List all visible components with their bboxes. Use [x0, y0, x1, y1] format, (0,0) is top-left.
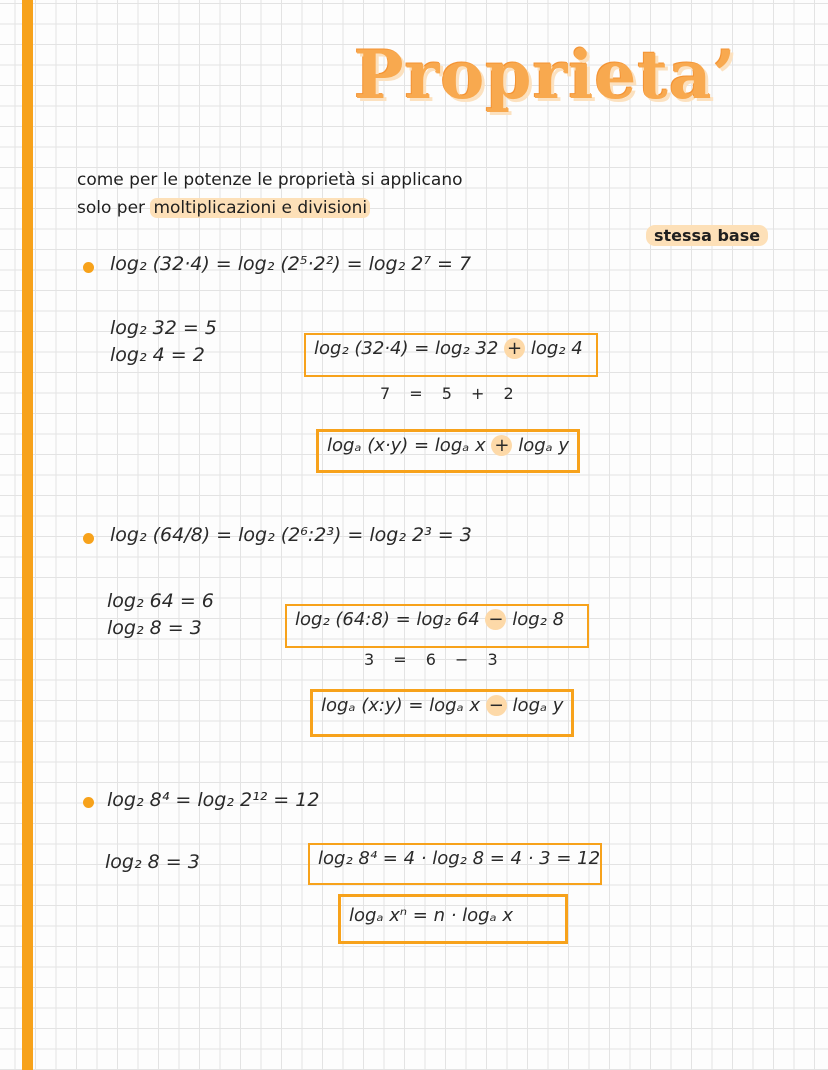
intro-line-2	[77, 194, 463, 222]
quotient-example-right: log₂ 8	[506, 609, 565, 630]
product-values: 7 = 5 + 2	[380, 384, 514, 403]
intro-highlight: moltiplicazioni e divisioni	[150, 198, 370, 218]
product-rule-left: logₐ (x·y) = logₐ x	[327, 435, 492, 456]
quotient-values: 3 = 6 − 3	[364, 650, 498, 669]
bullet-power	[83, 797, 94, 808]
intro-line-2-prefix: solo per	[77, 198, 151, 218]
product-rule-right: logₐ y	[512, 435, 570, 456]
plus-highlight: +	[504, 338, 525, 359]
power-example: log₂ 8⁴ = 4 · log₂ 8 = 4 · 3 = 12	[318, 848, 601, 869]
power-rule-box	[338, 894, 568, 944]
quotient-rule-right: logₐ y	[506, 695, 564, 716]
quotient-given-2: log₂ 8 = 3	[107, 617, 202, 639]
quotient-given-1: log₂ 64 = 6	[107, 590, 214, 612]
product-example-left: log₂ (32·4) = log₂ 32	[314, 338, 505, 359]
minus-highlight-rule: −	[486, 695, 507, 716]
intro-text	[77, 166, 463, 222]
product-example-right: log₂ 4	[525, 338, 583, 359]
intro-line-1: come per le potenze le proprietà si applicano	[77, 170, 463, 190]
product-formula: log₂ (32·4) = log₂ (2⁵·2²) = log₂ 2⁷ = 7	[110, 253, 472, 275]
power-example-box	[308, 843, 602, 885]
power-given-1: log₂ 8 = 3	[105, 851, 200, 873]
bullet-quotient	[83, 533, 94, 544]
power-formula: log₂ 8⁴ = log₂ 2¹² = 12	[107, 789, 320, 811]
product-rule-box	[316, 429, 580, 473]
quotient-example-left: log₂ (64:8) = log₂ 64	[295, 609, 486, 630]
minus-highlight: −	[485, 609, 506, 630]
margin-bar	[22, 0, 33, 1070]
power-rule: logₐ xⁿ = n · logₐ x	[349, 905, 514, 926]
product-example-box	[304, 333, 598, 377]
product-given-1: log₂ 32 = 5	[110, 317, 217, 339]
bullet-product	[83, 262, 94, 273]
plus-highlight-rule: +	[491, 435, 512, 456]
quotient-formula: log₂ (64/8) = log₂ (2⁶:2³) = log₂ 2³ = 3	[110, 524, 472, 546]
page-title: Proprieta’	[354, 36, 737, 114]
quotient-rule-left: logₐ (x:y) = logₐ x	[321, 695, 486, 716]
quotient-example-box	[285, 604, 589, 648]
product-given-2: log₂ 4 = 2	[110, 344, 205, 366]
quotient-rule-box	[310, 689, 574, 737]
same-base-tag: stessa base	[646, 225, 768, 246]
